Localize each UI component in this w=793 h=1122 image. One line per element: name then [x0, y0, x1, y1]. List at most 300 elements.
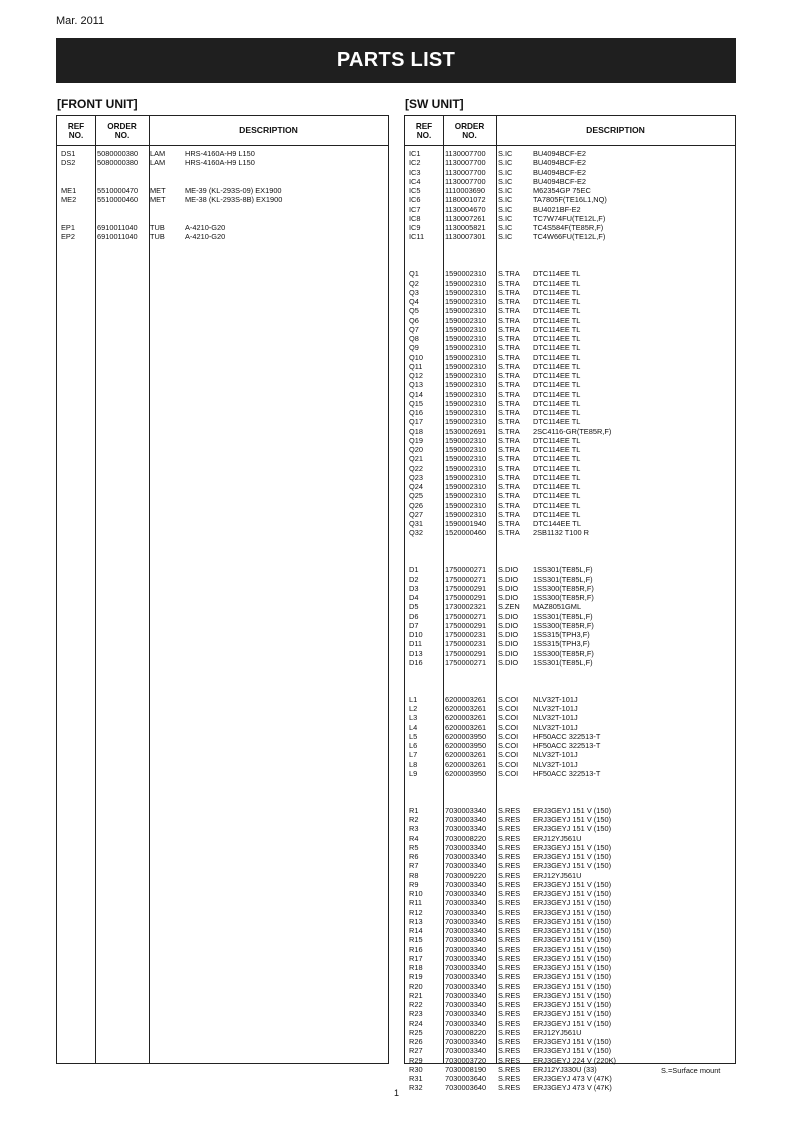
ref-no-cell: R6 — [409, 852, 419, 861]
description-cell: 1SS301(TE85L,F) — [533, 565, 593, 575]
description-cell: HRS-4160A-H9 L150 — [185, 158, 255, 168]
order-no-cell: 7030003340 — [445, 815, 487, 824]
part-type-cell: S.COI — [498, 704, 519, 713]
order-no-cell: 1590002310 — [445, 324, 487, 334]
description-cell: 1SS315(TPH3,F) — [533, 630, 590, 639]
order-no-cell: 7030003340 — [445, 805, 487, 815]
description-cell: DTC114EE TL — [533, 297, 581, 306]
part-type-cell: S.RES — [498, 963, 521, 972]
group-spacer — [405, 787, 735, 796]
order-no-cell: 7030003340 — [445, 953, 487, 963]
description-cell: NLV32T-101J — [533, 694, 578, 704]
table-row — [405, 898, 735, 907]
part-type-cell: S.TRA — [498, 417, 520, 427]
order-no-cell: 1590002310 — [445, 334, 487, 343]
page-title: PARTS LIST — [56, 38, 736, 83]
description-cell: ERJ3GEYJ 151 V (150) — [533, 889, 612, 898]
order-no-cell: 7030003340 — [445, 926, 487, 935]
ref-no-cell: Q18 — [409, 426, 423, 436]
order-no-cell: 1130007261 — [445, 213, 486, 223]
table-row — [405, 288, 735, 297]
group-spacer — [405, 778, 735, 787]
ref-no-cell: IC8 — [409, 213, 421, 223]
table-row — [405, 408, 735, 417]
order-no-cell: 7030003340 — [445, 944, 487, 954]
order-no-cell: 1130007301 — [445, 232, 486, 242]
order-no-cell: 1110003690 — [445, 186, 486, 195]
ref-no-cell: R2 — [409, 815, 419, 824]
table-row — [405, 972, 735, 981]
part-type-cell: S.IC — [498, 158, 513, 168]
part-type-cell: S.COI — [498, 713, 519, 723]
table-row — [405, 334, 735, 343]
table-row — [405, 371, 735, 380]
ref-no-cell: D10 — [409, 630, 423, 639]
table-row — [405, 1074, 735, 1083]
table-row — [405, 390, 735, 399]
ref-no-cell: L5 — [409, 731, 418, 741]
order-no-cell: 7030003720 — [445, 1055, 487, 1065]
description-cell: DTC114EE TL — [533, 371, 581, 380]
part-type-cell: S.RES — [498, 870, 521, 880]
ref-no-cell: D13 — [409, 648, 423, 658]
ref-no-cell: R19 — [409, 972, 423, 982]
part-type-cell: S.RES — [498, 1074, 521, 1083]
header-ref-no: REF NO. — [67, 121, 85, 140]
ref-no-cell: Q1 — [409, 269, 419, 279]
order-no-cell: 1590002310 — [445, 297, 487, 306]
ref-no-cell: ME1 — [61, 186, 77, 195]
description-cell: DTC114EE TL — [533, 324, 581, 334]
part-type-cell: S.RES — [498, 972, 521, 982]
description-cell: 1SS301(TE85L,F) — [533, 657, 593, 667]
ref-no-cell: IC2 — [409, 158, 421, 168]
description-cell: DTC114EE TL — [533, 389, 581, 399]
part-type-cell: S.TRA — [498, 269, 520, 279]
ref-no-cell: D3 — [409, 583, 419, 593]
group-spacer — [57, 177, 388, 186]
ref-no-cell: D7 — [409, 620, 419, 630]
part-type-cell: TUB — [150, 223, 165, 232]
order-no-cell: 7030003340 — [445, 889, 487, 898]
table-row — [405, 501, 735, 510]
order-no-cell: 6200003950 — [445, 731, 487, 741]
order-no-cell: 7030003340 — [445, 852, 487, 861]
table-row — [405, 843, 735, 852]
order-no-cell: 5080000380 — [97, 149, 139, 158]
part-type-cell: S.DIO — [498, 583, 519, 593]
ref-no-cell: D6 — [409, 611, 419, 621]
description-cell: 1SS301(TE85L,F) — [533, 574, 593, 584]
ref-no-cell: R14 — [409, 926, 423, 935]
table-row — [405, 353, 735, 362]
table-row — [405, 177, 735, 186]
order-no-cell: 7030008220 — [445, 1027, 487, 1037]
order-no-cell: 1520000460 — [445, 528, 487, 538]
description-cell: 1SS300(TE85R,F) — [533, 620, 594, 630]
part-type-cell: S.TRA — [498, 528, 520, 538]
part-type-cell: S.COI — [498, 722, 519, 732]
ref-no-cell: DS1 — [61, 149, 76, 158]
part-type-cell: S.IC — [498, 213, 513, 223]
ref-no-cell: IC5 — [409, 186, 421, 195]
part-type-cell: MET — [150, 195, 166, 205]
part-type-cell: S.TRA — [498, 454, 520, 464]
ref-no-cell: R21 — [409, 990, 423, 1000]
description-cell: ERJ12YJ561U — [533, 833, 582, 843]
description-cell: 2SB1132 T100 R — [533, 528, 590, 538]
table-row — [405, 991, 735, 1000]
order-no-cell: 6200003950 — [445, 741, 487, 750]
order-no-cell: 1590002310 — [445, 454, 487, 464]
order-no-cell: 7030003340 — [445, 981, 487, 991]
order-no-cell: 6200003261 — [445, 713, 487, 723]
table-row — [405, 269, 735, 278]
part-type-cell: S.RES — [498, 907, 521, 917]
header-order-no: ORDER NO. — [454, 121, 485, 140]
ref-no-cell: R27 — [409, 1046, 423, 1056]
part-type-cell: S.DIO — [498, 611, 519, 621]
table-row — [405, 473, 735, 482]
ref-no-cell: D11 — [409, 639, 423, 649]
part-type-cell: S.COI — [498, 759, 519, 769]
ref-no-cell: ME2 — [61, 195, 77, 205]
table-row — [405, 908, 735, 917]
order-no-cell: 7030003340 — [445, 990, 487, 1000]
description-cell: BU4094BCF-E2 — [533, 158, 586, 168]
table-row — [405, 1046, 735, 1055]
column-divider — [149, 116, 150, 1063]
ref-no-cell: D16 — [409, 657, 423, 667]
description-cell: ERJ3GEYJ 151 V (150) — [533, 824, 612, 834]
table-row — [405, 575, 735, 584]
part-type-cell: S.TRA — [498, 398, 520, 408]
ref-no-cell: Q13 — [409, 380, 423, 390]
ref-no-cell: Q11 — [409, 361, 423, 371]
part-type-cell: S.RES — [498, 1037, 521, 1046]
part-type-cell: S.RES — [498, 1055, 521, 1065]
table-row — [405, 852, 735, 861]
table-row — [405, 186, 735, 195]
description-cell: DTC114EE TL — [533, 315, 581, 325]
part-type-cell: S.COI — [498, 694, 519, 704]
order-no-cell: 1590002310 — [445, 352, 487, 362]
group-spacer — [405, 547, 735, 556]
table-row — [405, 963, 735, 972]
part-type-cell: S.ZEN — [498, 602, 520, 612]
table-row — [405, 436, 735, 445]
order-no-cell: 5510000460 — [97, 195, 139, 205]
description-cell: TC4S584F(TE85R,F) — [533, 223, 604, 232]
description-cell: DTC114EE TL — [533, 408, 581, 417]
ref-no-cell: R17 — [409, 953, 423, 963]
description-cell: ERJ3GEYJ 473 V (47K) — [533, 1083, 612, 1093]
description-cell: NLV32T-101J — [533, 704, 578, 713]
ref-no-cell: R7 — [409, 861, 419, 871]
table-row — [405, 824, 735, 833]
ref-no-cell: L3 — [409, 713, 418, 723]
description-cell: ERJ3GEYJ 151 V (150) — [533, 916, 612, 926]
ref-no-cell: Q14 — [409, 389, 423, 399]
description-cell: ERJ3GEYJ 151 V (150) — [533, 898, 612, 908]
ref-no-cell: Q7 — [409, 324, 419, 334]
part-type-cell: S.DIO — [498, 574, 519, 584]
ref-no-cell: Q32 — [409, 528, 423, 538]
part-type-cell: S.RES — [498, 981, 521, 991]
order-no-cell: 1590002310 — [445, 472, 487, 482]
part-type-cell: S.RES — [498, 944, 521, 954]
table-row — [405, 1019, 735, 1028]
description-cell: DTC114EE TL — [533, 269, 581, 279]
table-row — [405, 1037, 735, 1046]
table-row — [405, 658, 735, 667]
description-cell: ERJ3GEYJ 151 V (150) — [533, 944, 612, 954]
part-type-cell: S.IC — [498, 167, 513, 177]
part-type-cell: S.IC — [498, 223, 513, 232]
ref-no-cell: Q22 — [409, 463, 423, 473]
ref-no-cell: Q2 — [409, 278, 419, 288]
description-cell: DTC114EE TL — [533, 352, 581, 362]
ref-no-cell: R32 — [409, 1083, 423, 1093]
part-type-cell: S.TRA — [498, 380, 520, 390]
description-cell: ERJ3GEYJ 473 V (47K) — [533, 1074, 612, 1083]
description-cell: ERJ3GEYJ 151 V (150) — [533, 926, 612, 935]
header-order-no: ORDER NO. — [107, 121, 137, 140]
description-cell: DTC114EE TL — [533, 472, 581, 482]
table-row — [405, 834, 735, 843]
ref-no-cell: R24 — [409, 1018, 423, 1028]
table-row — [405, 362, 735, 371]
order-no-cell: 1130007700 — [445, 167, 486, 177]
order-no-cell: 1590002310 — [445, 445, 487, 454]
order-no-cell: 7030008190 — [445, 1064, 487, 1074]
part-type-cell: S.DIO — [498, 639, 519, 649]
ref-no-cell: IC11 — [409, 232, 425, 242]
ref-no-cell: R31 — [409, 1074, 423, 1083]
table-row — [405, 630, 735, 639]
ref-no-cell: EP1 — [61, 223, 75, 232]
ref-no-cell: Q23 — [409, 472, 423, 482]
part-type-cell: S.RES — [498, 898, 521, 908]
table-row — [405, 565, 735, 574]
table-row — [405, 380, 735, 389]
part-type-cell: S.TRA — [498, 361, 520, 371]
order-no-cell: 1590002310 — [445, 463, 487, 473]
table-row — [405, 760, 735, 769]
footnote: S.=Surface mount — [661, 1066, 721, 1075]
description-cell: HF50ACC 322513-T — [533, 731, 601, 741]
description-cell: NLV32T-101J — [533, 750, 578, 760]
order-no-cell: 7030003340 — [445, 916, 487, 926]
ref-no-cell: Q15 — [409, 398, 423, 408]
part-type-cell: S.RES — [498, 935, 521, 945]
table-row — [405, 732, 735, 741]
ref-no-cell: R22 — [409, 1000, 423, 1009]
description-cell: ERJ3GEYJ 151 V (150) — [533, 953, 612, 963]
order-no-cell: 1750000291 — [445, 593, 487, 602]
description-cell: BU4021BF-E2 — [533, 204, 581, 214]
part-type-cell: S.TRA — [498, 315, 520, 325]
order-no-cell: 6200003261 — [445, 704, 487, 713]
ref-no-cell: IC1 — [409, 149, 421, 158]
order-no-cell: 1530002691 — [445, 426, 487, 436]
part-type-cell: S.IC — [498, 204, 513, 214]
part-type-cell: S.RES — [498, 833, 521, 843]
ref-no-cell: Q3 — [409, 287, 419, 297]
table-row — [405, 945, 735, 954]
part-type-cell: S.RES — [498, 916, 521, 926]
description-cell: ERJ3GEYJ 151 V (150) — [533, 842, 612, 852]
order-no-cell: 1750000231 — [445, 630, 487, 639]
ref-no-cell: D2 — [409, 574, 419, 584]
ref-no-cell: Q26 — [409, 500, 423, 510]
order-no-cell: 7030003340 — [445, 824, 487, 834]
page-number: 1 — [393, 1088, 399, 1098]
ref-no-cell: IC6 — [409, 195, 421, 205]
description-cell: NLV32T-101J — [533, 722, 578, 732]
part-type-cell: S.RES — [498, 990, 521, 1000]
ref-no-cell: L1 — [409, 694, 418, 704]
description-cell: ERJ3GEYJ 151 V (150) — [533, 879, 612, 889]
ref-no-cell: R29 — [409, 1055, 423, 1065]
order-no-cell: 5510000470 — [97, 186, 139, 195]
part-type-cell: S.TRA — [498, 306, 520, 316]
description-cell: ERJ3GEYJ 151 V (150) — [533, 981, 612, 991]
part-type-cell: S.RES — [498, 1083, 521, 1093]
table-header — [405, 116, 735, 146]
ref-no-cell: IC9 — [409, 223, 421, 232]
order-no-cell: 1750000271 — [445, 611, 487, 621]
description-cell: DTC114EE TL — [533, 463, 581, 473]
description-cell: 1SS300(TE85R,F) — [533, 593, 594, 602]
group-spacer — [405, 538, 735, 547]
description-cell: DTC114EE TL — [533, 343, 581, 353]
order-no-cell: 1590002310 — [445, 435, 487, 445]
description-cell: NLV32T-101J — [533, 713, 578, 723]
order-no-cell: 7030003340 — [445, 898, 487, 908]
description-cell: DTC114EE TL — [533, 509, 581, 519]
part-type-cell: S.RES — [498, 889, 521, 898]
description-cell: ERJ3GEYJ 151 V (150) — [533, 972, 612, 982]
part-type-cell: S.RES — [498, 1009, 521, 1019]
order-no-cell: 1590002310 — [445, 315, 487, 325]
ref-no-cell: Q4 — [409, 297, 419, 306]
table-row — [405, 704, 735, 713]
table-row — [405, 427, 735, 436]
order-no-cell: 1590002310 — [445, 287, 487, 297]
part-type-cell: S.DIO — [498, 593, 519, 602]
order-no-cell: 1130007700 — [445, 176, 486, 186]
part-type-cell: S.TRA — [498, 278, 520, 288]
part-type-cell: S.IC — [498, 186, 513, 195]
group-spacer — [405, 260, 735, 269]
description-cell: ERJ12YJ561U — [533, 1027, 582, 1037]
table-row — [405, 519, 735, 528]
ref-no-cell: Q9 — [409, 343, 419, 353]
table-row — [405, 954, 735, 963]
part-type-cell: S.TRA — [498, 287, 520, 297]
description-cell: ERJ3GEYJ 151 V (150) — [533, 1046, 612, 1056]
ref-no-cell: L8 — [409, 759, 418, 769]
part-type-cell: S.RES — [498, 805, 521, 815]
ref-no-cell: R13 — [409, 916, 423, 926]
part-type-cell: S.RES — [498, 852, 521, 861]
description-cell: ERJ3GEYJ 151 V (150) — [533, 861, 612, 871]
order-no-cell: 1750000291 — [445, 583, 487, 593]
table-row — [405, 445, 735, 454]
table-row — [57, 158, 388, 167]
ref-no-cell: Q20 — [409, 445, 423, 454]
table-row — [405, 806, 735, 815]
description-cell: 1SS300(TE85R,F) — [533, 583, 594, 593]
table-row — [405, 750, 735, 759]
group-spacer — [405, 242, 735, 251]
order-no-cell: 7030003340 — [445, 963, 487, 972]
order-no-cell: 1590002310 — [445, 278, 487, 288]
group-spacer — [405, 667, 735, 676]
ref-no-cell: R18 — [409, 963, 423, 972]
order-no-cell: 6200003950 — [445, 768, 487, 778]
description-cell: TA7805F(TE16L1,NQ) — [533, 195, 607, 205]
part-type-cell: S.TRA — [498, 519, 520, 528]
part-type-cell: S.TRA — [498, 463, 520, 473]
description-cell: 1SS315(TPH3,F) — [533, 639, 590, 649]
part-type-cell: S.TRA — [498, 343, 520, 353]
part-type-cell: S.COI — [498, 731, 519, 741]
table-row — [405, 889, 735, 898]
part-type-cell: S.TRA — [498, 371, 520, 380]
table-row — [405, 593, 735, 602]
ref-no-cell: R25 — [409, 1027, 423, 1037]
ref-no-cell: Q10 — [409, 352, 423, 362]
part-type-cell: S.COI — [498, 750, 519, 760]
order-no-cell: 1750000271 — [445, 565, 487, 575]
order-no-cell: 7030003340 — [445, 1018, 487, 1028]
ref-no-cell: EP2 — [61, 232, 75, 242]
part-type-cell: S.RES — [498, 1027, 521, 1037]
table-row — [405, 491, 735, 500]
part-type-cell: S.DIO — [498, 648, 519, 658]
ref-no-cell: Q25 — [409, 491, 423, 501]
order-no-cell: 1590002310 — [445, 417, 487, 427]
part-type-cell: S.DIO — [498, 620, 519, 630]
table-row — [57, 223, 388, 232]
table-row — [405, 297, 735, 306]
table-row — [405, 343, 735, 352]
order-no-cell: 7030003340 — [445, 879, 487, 889]
part-type-cell: S.IC — [498, 149, 513, 158]
part-type-cell: S.RES — [498, 879, 521, 889]
front-unit-title: [FRONT UNIT] — [57, 97, 138, 111]
description-cell: DTC114EE TL — [533, 491, 581, 501]
table-row — [405, 982, 735, 991]
order-no-cell: 1750000291 — [445, 620, 487, 630]
description-cell: BU4094BCF-E2 — [533, 149, 586, 158]
table-row — [405, 195, 735, 204]
table-row — [405, 713, 735, 722]
part-type-cell: S.RES — [498, 1018, 521, 1028]
order-no-cell: 1130005821 — [445, 223, 486, 232]
description-cell: DTC114EE TL — [533, 398, 581, 408]
table-row — [405, 205, 735, 214]
ref-no-cell: Q17 — [409, 417, 423, 427]
sw-unit-title: [SW UNIT] — [405, 97, 464, 111]
description-cell: DTC114EE TL — [533, 334, 581, 343]
description-cell: ERJ3GEYJ 151 V (150) — [533, 1037, 612, 1046]
part-type-cell: S.DIO — [498, 630, 519, 639]
ref-no-cell: R16 — [409, 944, 423, 954]
order-no-cell: 7030003340 — [445, 842, 487, 852]
